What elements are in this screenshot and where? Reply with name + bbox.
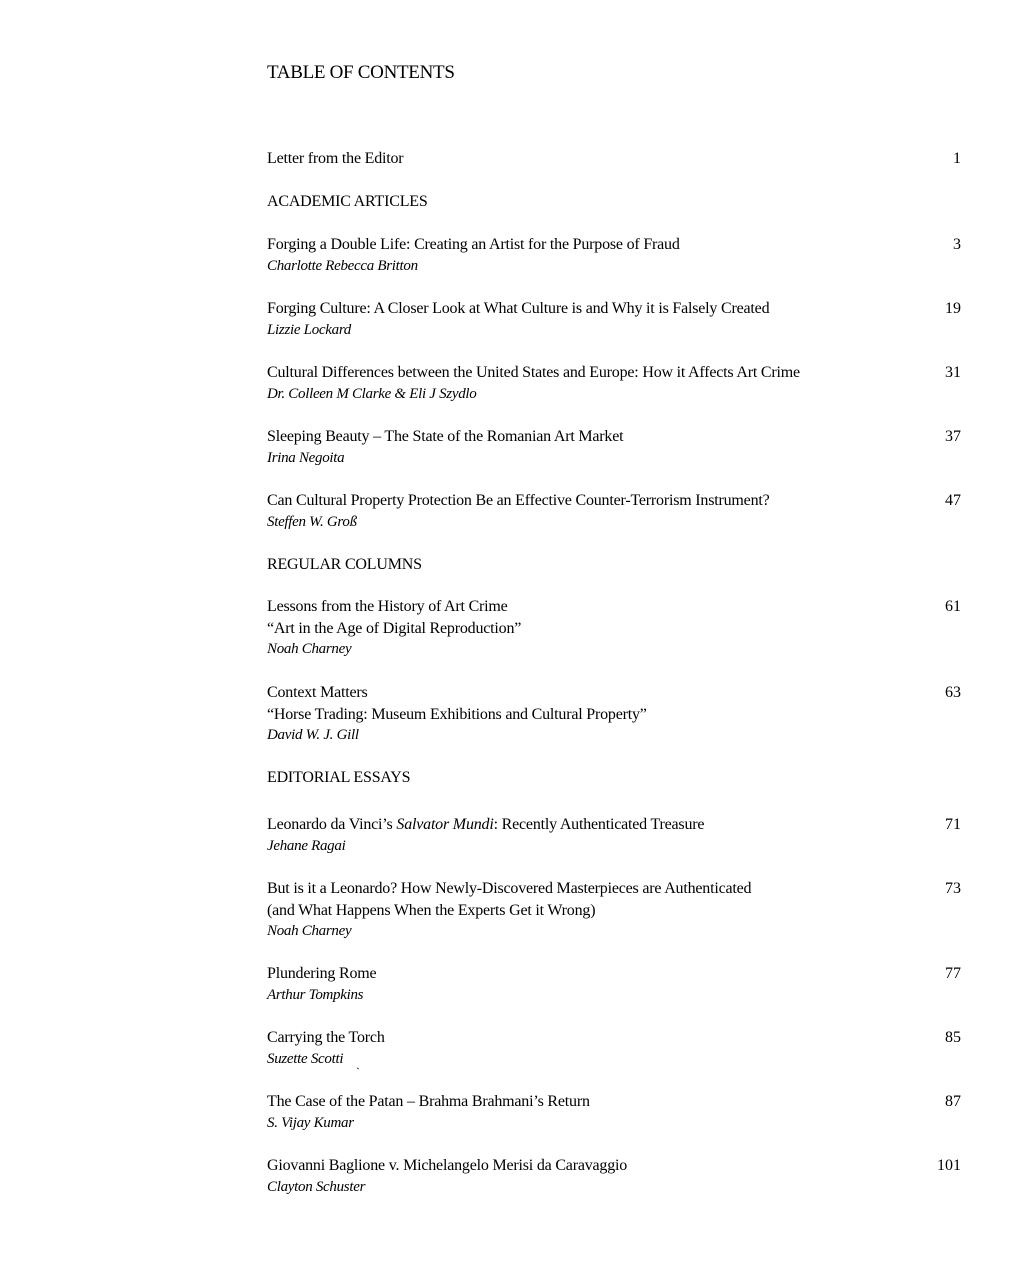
section-heading-academic: ACADEMIC ARTICLES [267,193,428,210]
page-title: TABLE OF CONTENTS [267,62,455,83]
entry-page-number: 87 [945,1093,961,1110]
entry-title-suffix: : Recently Authenticated Treasure [493,816,705,833]
toc-entry [267,878,963,943]
entry-title: Giovanni Baglione v. Michelangelo Merisi da Caravaggio [267,1157,628,1174]
entry-title: Can Cultural Property Protection Be an Effective Counter-Terrorism Instrument? [267,492,770,509]
entry-page-number: 63 [945,684,961,701]
entry-title: Carrying the Torch [267,1029,385,1046]
toc-entry [267,1091,963,1134]
entry-page-number: 31 [945,364,961,381]
entry-title: But is it a Leonardo? How Newly-Discovered Masterpieces are Authenticated [267,880,752,897]
entry-page-number: 47 [945,492,961,509]
entry-title [267,814,963,836]
toc-page [267,0,963,1280]
toc-entry [267,234,963,277]
entry-page-number: 101 [937,1157,961,1174]
entry-title: Forging a Double Life: Creating an Artist for the Purpose of Fraud [267,236,680,253]
entry-page-number: 77 [945,965,961,982]
entry-page-number: 1 [953,150,961,167]
entry-title: Plundering Rome [267,965,377,982]
entry-author: Lizzie Lockard [267,321,351,338]
entry-title-italic: Salvator Mundi [396,816,494,833]
entry-author: Noah Charney [267,923,352,939]
toc-entry [267,490,963,533]
stray-mark: ` [356,1065,360,1079]
entry-title: Forging Culture: A Closer Look at What Culture is and Why it is Falsely Created [267,300,770,317]
toc-entry [267,963,963,1006]
entry-author: David W. J. Gill [267,727,359,743]
entry-title-line2: (and What Happens When the Experts Get it Wrong) [267,901,596,919]
toc-entry [267,1155,963,1198]
entry-page-number: 61 [945,598,961,615]
entry-title: Context Matters [267,684,368,701]
toc-entry [267,426,963,469]
entry-page-number: 73 [945,880,961,897]
toc-entry [267,682,963,747]
toc-entry [267,298,963,341]
entry-title: Sleeping Beauty – The State of the Romanian Art Market [267,428,624,445]
entry-author: Jehane Ragai [267,837,346,854]
toc-entry [267,362,963,405]
entry-author: Suzette Scotti [267,1050,344,1067]
entry-subtitle: “Horse Trading: Museum Exhibitions and Cultural Property” [267,705,647,723]
entry-title: Letter from the Editor [267,150,404,167]
entry-author: S. Vijay Kumar [267,1114,354,1131]
entry-title-prefix: Leonardo da Vinci’s [267,816,397,833]
entry-page-number: 37 [945,428,961,445]
section-heading-columns: REGULAR COLUMNS [267,556,422,573]
entry-subtitle: “Art in the Age of Digital Reproduction” [267,619,522,637]
entry-author: Arthur Tompkins [267,986,364,1003]
entry-author: Dr. Colleen M Clarke & Eli J Szydlo [267,385,477,402]
toc-entry [267,596,963,661]
entry-author: Clayton Schuster [267,1178,366,1195]
entry-title: The Case of the Patan – Brahma Brahmani’s Return [267,1093,590,1110]
entry-title: Lessons from the History of Art Crime [267,598,508,615]
entry-author: Charlotte Rebecca Britton [267,257,418,274]
entry-page-number: 19 [945,300,961,317]
toc-entry-editor-letter [267,148,963,170]
entry-title: Cultural Differences between the United States and Europe: How it Affects Art Crime [267,364,800,381]
entry-page-number: 3 [953,236,961,253]
toc-entry [267,1027,963,1070]
entry-page-number: 71 [945,816,961,833]
section-heading-essays: EDITORIAL ESSAYS [267,769,411,786]
entry-author: Irina Negoita [267,449,345,466]
entry-author: Noah Charney [267,641,352,657]
toc-entry [267,814,963,857]
entry-page-number: 85 [945,1029,961,1046]
entry-author: Steffen W. Groß [267,513,357,530]
